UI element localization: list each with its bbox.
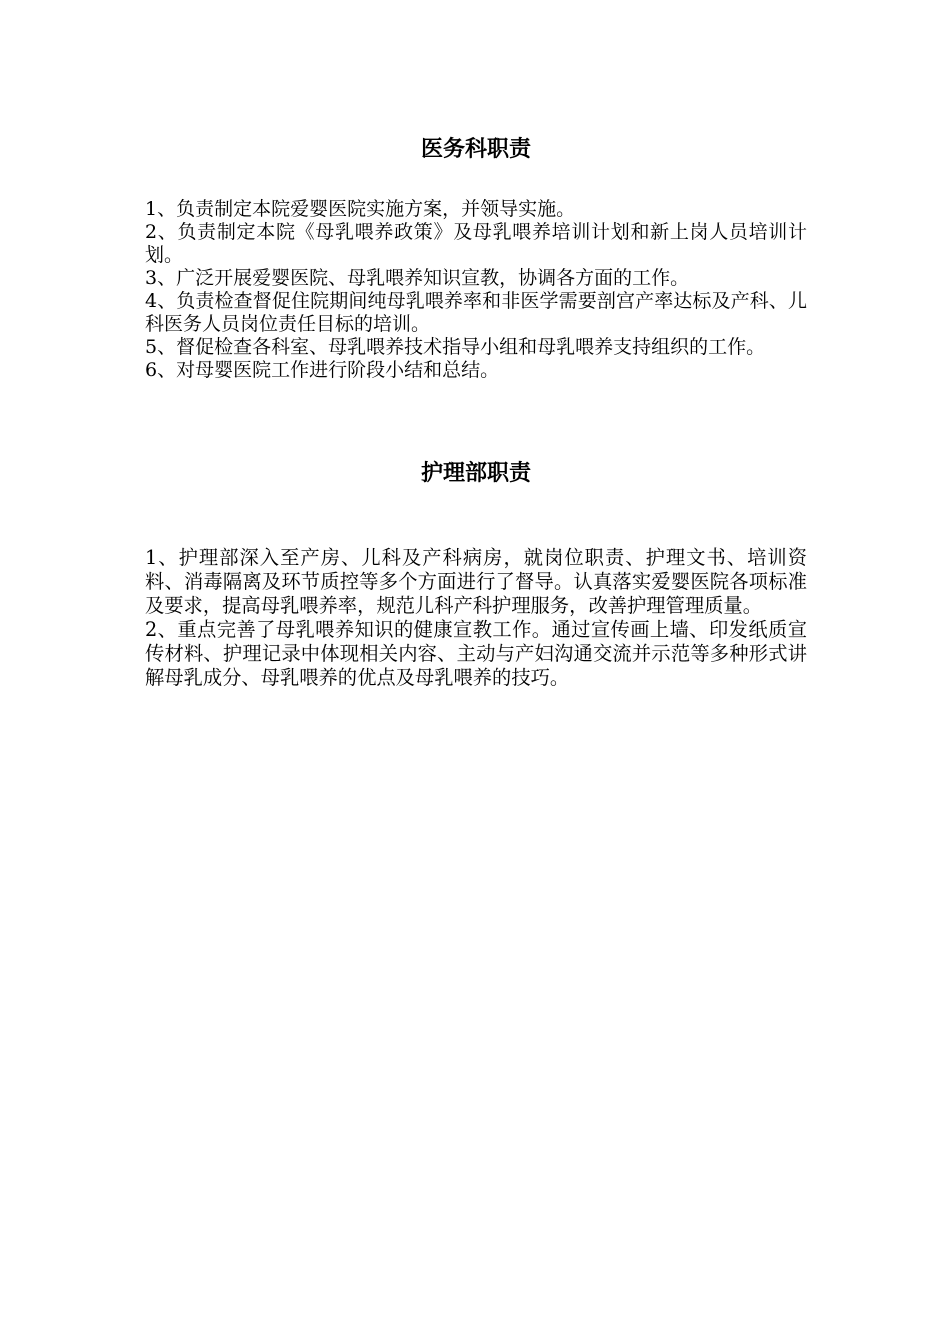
medical-dept-title: 医务科职责 <box>420 136 531 162</box>
list-item: 4、负责检查督促住院期间纯母乳喂养率和非医学需要剖宫产率达标及产科、儿科医务人员岗位责任目标的培训。 <box>145 290 807 335</box>
list-item: 2、负责制定本院《母乳喂养政策》及母乳喂养培训计划和新上岗人员培训计划。 <box>145 221 807 266</box>
list-item: 2、重点完善了母乳喂养知识的健康宣教工作。通过宣传画上墙、印发纸质宣传材料、护理记录中体现相关内容、主动与产妇沟通交流并示范等多种形式讲解母乳成分、母乳喂养的优点及母乳喂养的技巧。 <box>145 618 807 689</box>
list-item: 1、负责制定本院爱婴医院实施方案，并领导实施。 <box>145 198 576 220</box>
list-item: 5、督促检查各科室、母乳喂养技术指导小组和母乳喂养支持组织的工作。 <box>145 336 766 358</box>
medical-dept-duties-list <box>145 198 807 382</box>
list-item: 3、广泛开展爱婴医院、母乳喂养知识宣教，协调各方面的工作。 <box>145 267 690 289</box>
nursing-dept-title: 护理部职责 <box>420 460 531 486</box>
nursing-dept-duties-list <box>145 546 807 690</box>
list-item: 6、对母婴医院工作进行阶段小结和总结。 <box>145 359 500 381</box>
list-item: 1、护理部深入至产房、儿科及产科病房，就岗位职责、护理文书、培训资料、消毒隔离及环节质控等多个方面进行了督导。认真落实爱婴医院各项标准及要求，提高母乳喂养率，规范儿科产科护理服务，改善护理管理质量。 <box>145 546 807 617</box>
